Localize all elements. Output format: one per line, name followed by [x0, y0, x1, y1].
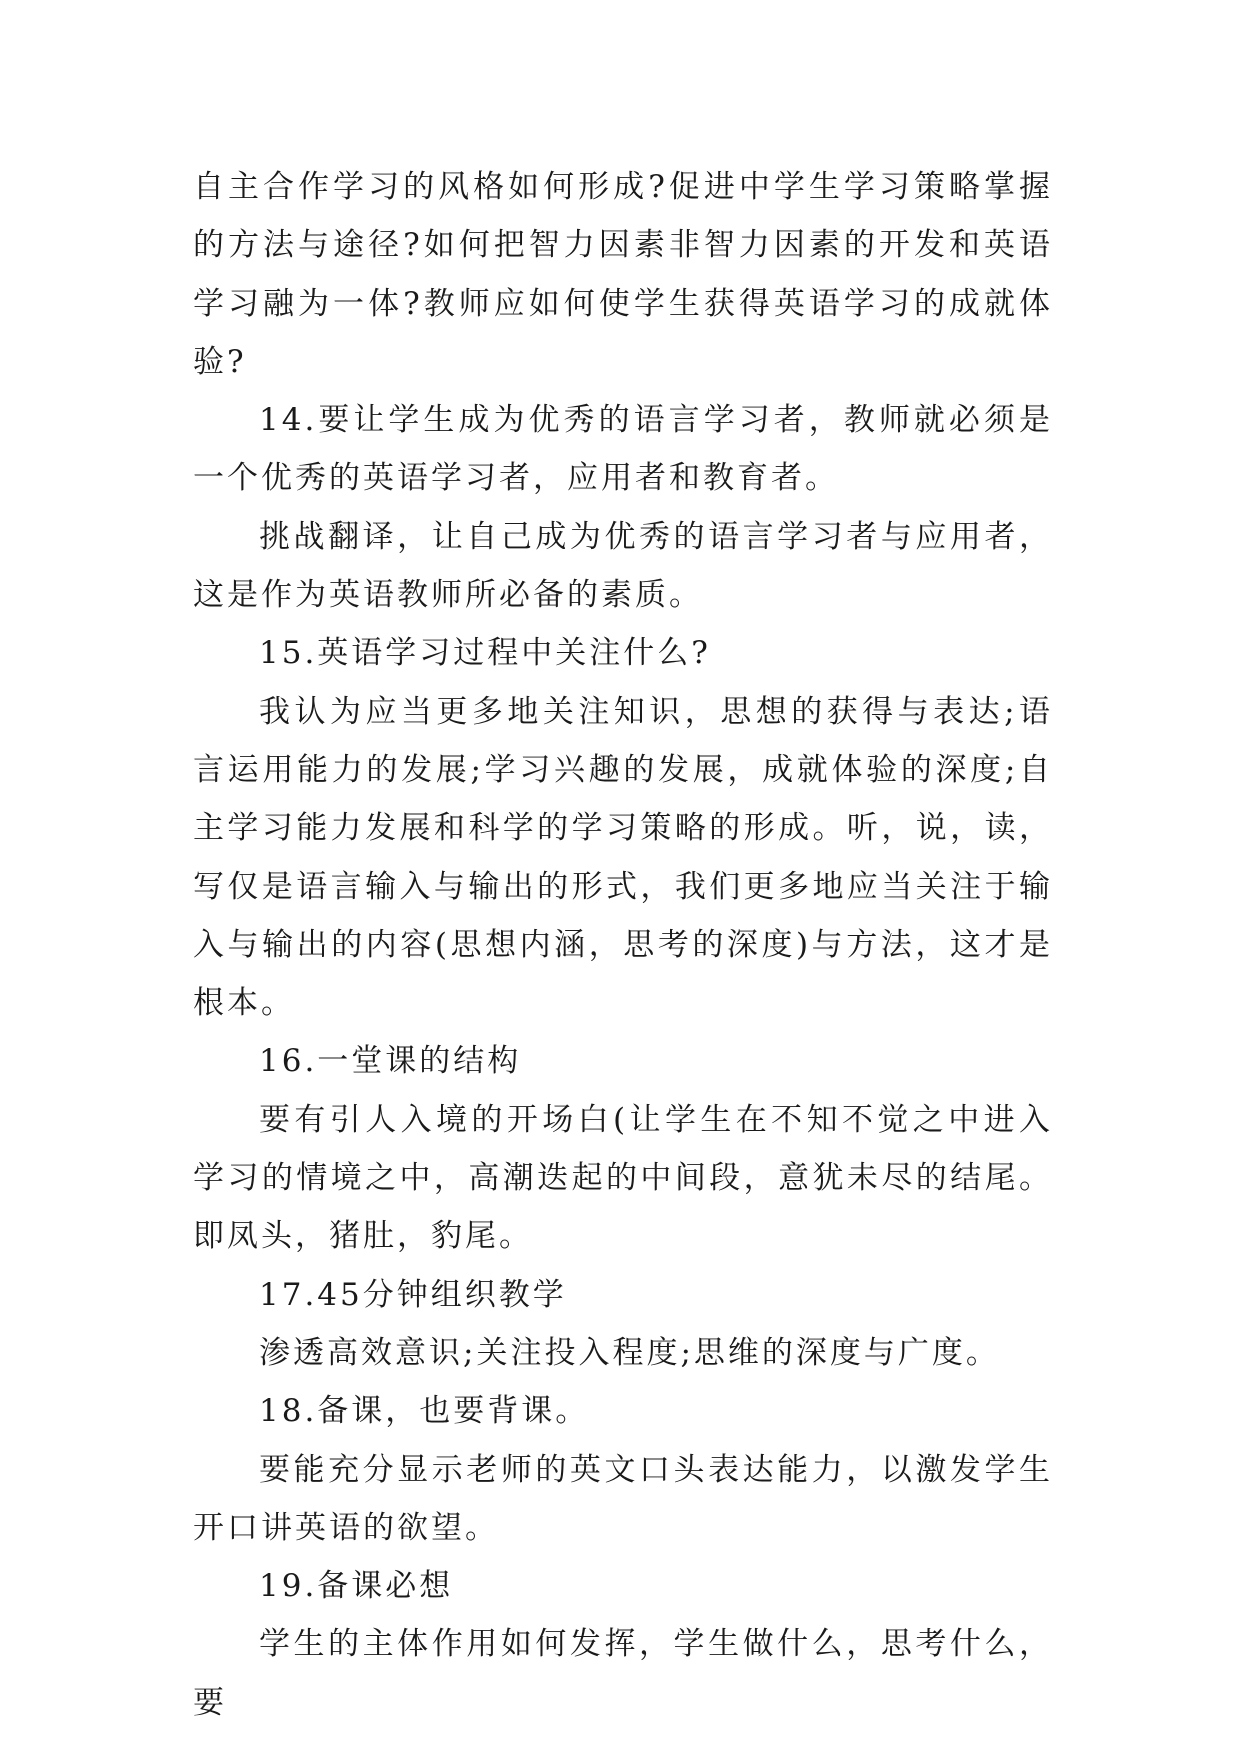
item-16-body: 要有引人入境的开场白(让学生在不知不觉之中进入学习的情境之中，高潮迭起的中间段，意犹未尽的结尾。即凤头，猪肚，豹尾。: [193, 1101, 1053, 1255]
item-19-body: 学生的主体作用如何发挥，学生做什么，思考什么，要: [193, 1626, 1053, 1721]
paragraph-continuation: 自主合作学习的风格如何形成?促进中学生学习策略掌握的方法与途径?如何把智力因素非智力因素的开发和英语学习融为一体?教师应如何使学生获得英语学习的成就体验?: [193, 169, 1053, 380]
item-15-body: 我认为应当更多地关注知识，思想的获得与表达;语言运用能力的发展;学习兴趣的发展，成就体验的深度;自主学习能力发展和科学的学习策略的形成。听，说，读，写仅是语言输入与输出的形式，我们更多地应当关注于输入与输出的内容(思想内涵，思考的深度)与方法，这才是根本。: [193, 693, 1053, 1022]
item-18-body: 要能充分显示老师的英文口头表达能力，以激发学生开口讲英语的欲望。: [193, 1451, 1053, 1546]
item-19-heading: 19.备课必想: [259, 1568, 454, 1605]
item-16-heading: 16.一堂课的结构: [259, 1043, 522, 1080]
item-14-heading: 14.要让学生成为优秀的语言学习者，教师就必须是一个优秀的英语学习者，应用者和教育者。: [193, 402, 1053, 497]
item-14-body: 挑战翻译，让自己成为优秀的语言学习者与应用者，这是作为英语教师所必备的素质。: [193, 518, 1053, 614]
item-15-heading: 15.英语学习过程中关注什么?: [259, 635, 711, 672]
item-17-body: 渗透高效意识;关注投入程度;思维的深度与广度。: [259, 1334, 1000, 1371]
item-17-heading: 17.45分钟组织教学: [259, 1276, 567, 1313]
item-18-heading: 18.备课，也要背课。: [259, 1393, 590, 1430]
document-body: [193, 158, 1053, 1732]
